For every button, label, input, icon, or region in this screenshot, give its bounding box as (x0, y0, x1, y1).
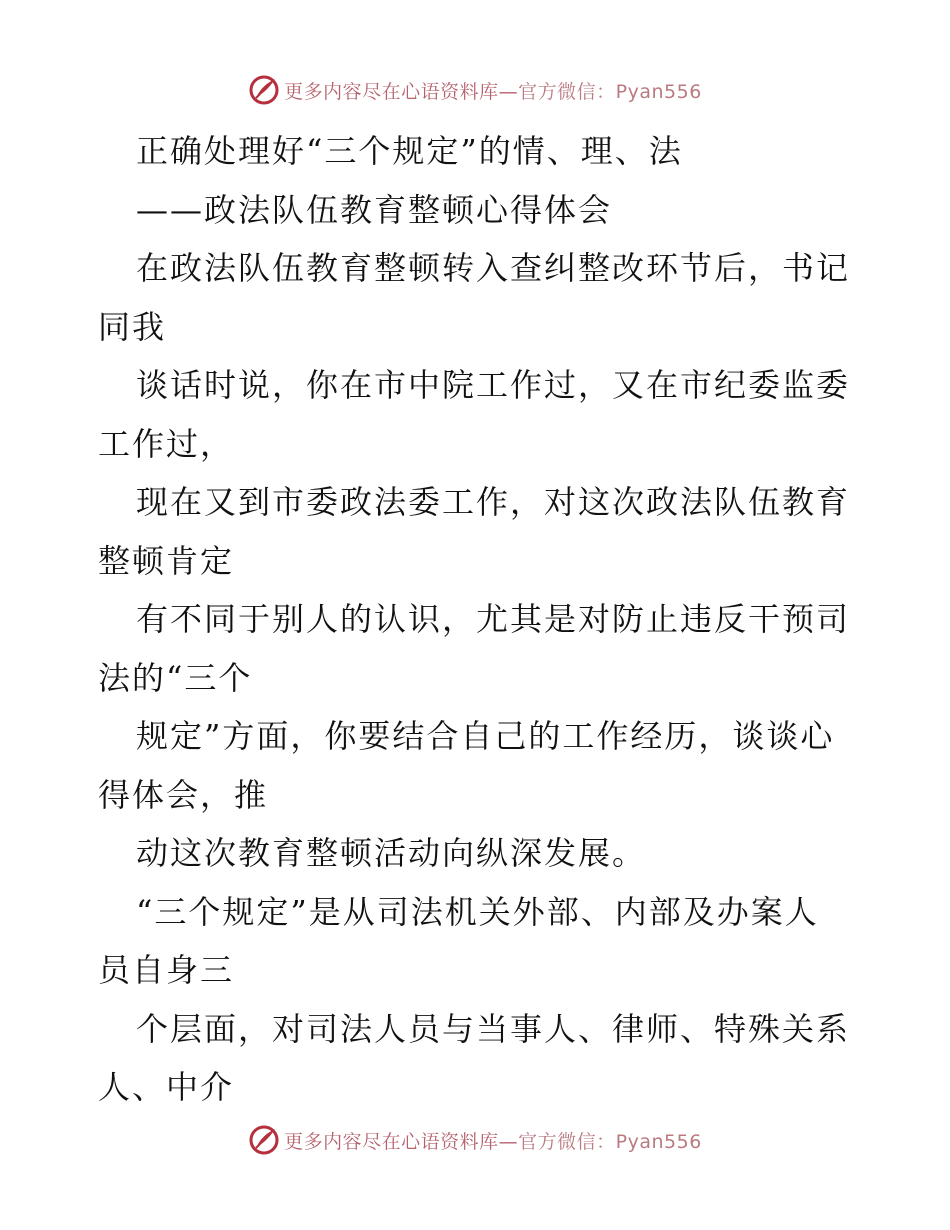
paragraph-line: 个层面，对司法人员与当事人、律师、特殊关系 (136, 1009, 851, 1048)
paragraph-line: 现在又到市委政法委工作，对这次政法队伍教育 (136, 483, 851, 521)
quill-logo-icon (248, 74, 280, 106)
paragraph-line: 得体会，推 (98, 775, 269, 814)
paragraph-line: 规定”方面，你要结合自己的工作经历，谈谈心 (136, 717, 835, 755)
document-subtitle: ——政法队伍教育整顿心得体会 (136, 190, 613, 229)
document-body (98, 122, 858, 1117)
paragraph-line: 谈话时说，你在市中院工作过，又在市纪委监委 (136, 366, 851, 404)
document-title: 正确处理好“三个规定”的情、理、法 (136, 132, 683, 170)
paragraph-line: 整顿肯定 (98, 541, 235, 580)
paragraph-line: 有不同于别人的认识，尤其是对防止违反干预司 (136, 600, 851, 638)
quill-logo-icon (248, 1124, 280, 1156)
paragraph-line: “三个规定”是从司法机关外部、内部及办案人 (136, 892, 819, 931)
paragraph-line: 员自身三 (98, 951, 235, 989)
header-watermark-banner (0, 72, 950, 108)
paragraph-line: 动这次教育整顿活动向纵深发展。 (136, 834, 647, 872)
paragraph-line: 在政法队伍教育整顿转入查纠整改环节后，书记 (136, 249, 851, 287)
paragraph-line: 法的“三个 (98, 658, 253, 697)
paragraph-line: 工作过， (98, 424, 235, 463)
watermark-text: 更多内容尽在心语资料库—官方微信：Pyan556 (284, 80, 702, 103)
watermark-text: 更多内容尽在心语资料库—官方微信：Pyan556 (284, 1130, 702, 1153)
footer-watermark-banner (0, 1122, 950, 1158)
paragraph-line: 人、中介 (98, 1068, 235, 1106)
paragraph-line: 同我 (98, 307, 167, 346)
